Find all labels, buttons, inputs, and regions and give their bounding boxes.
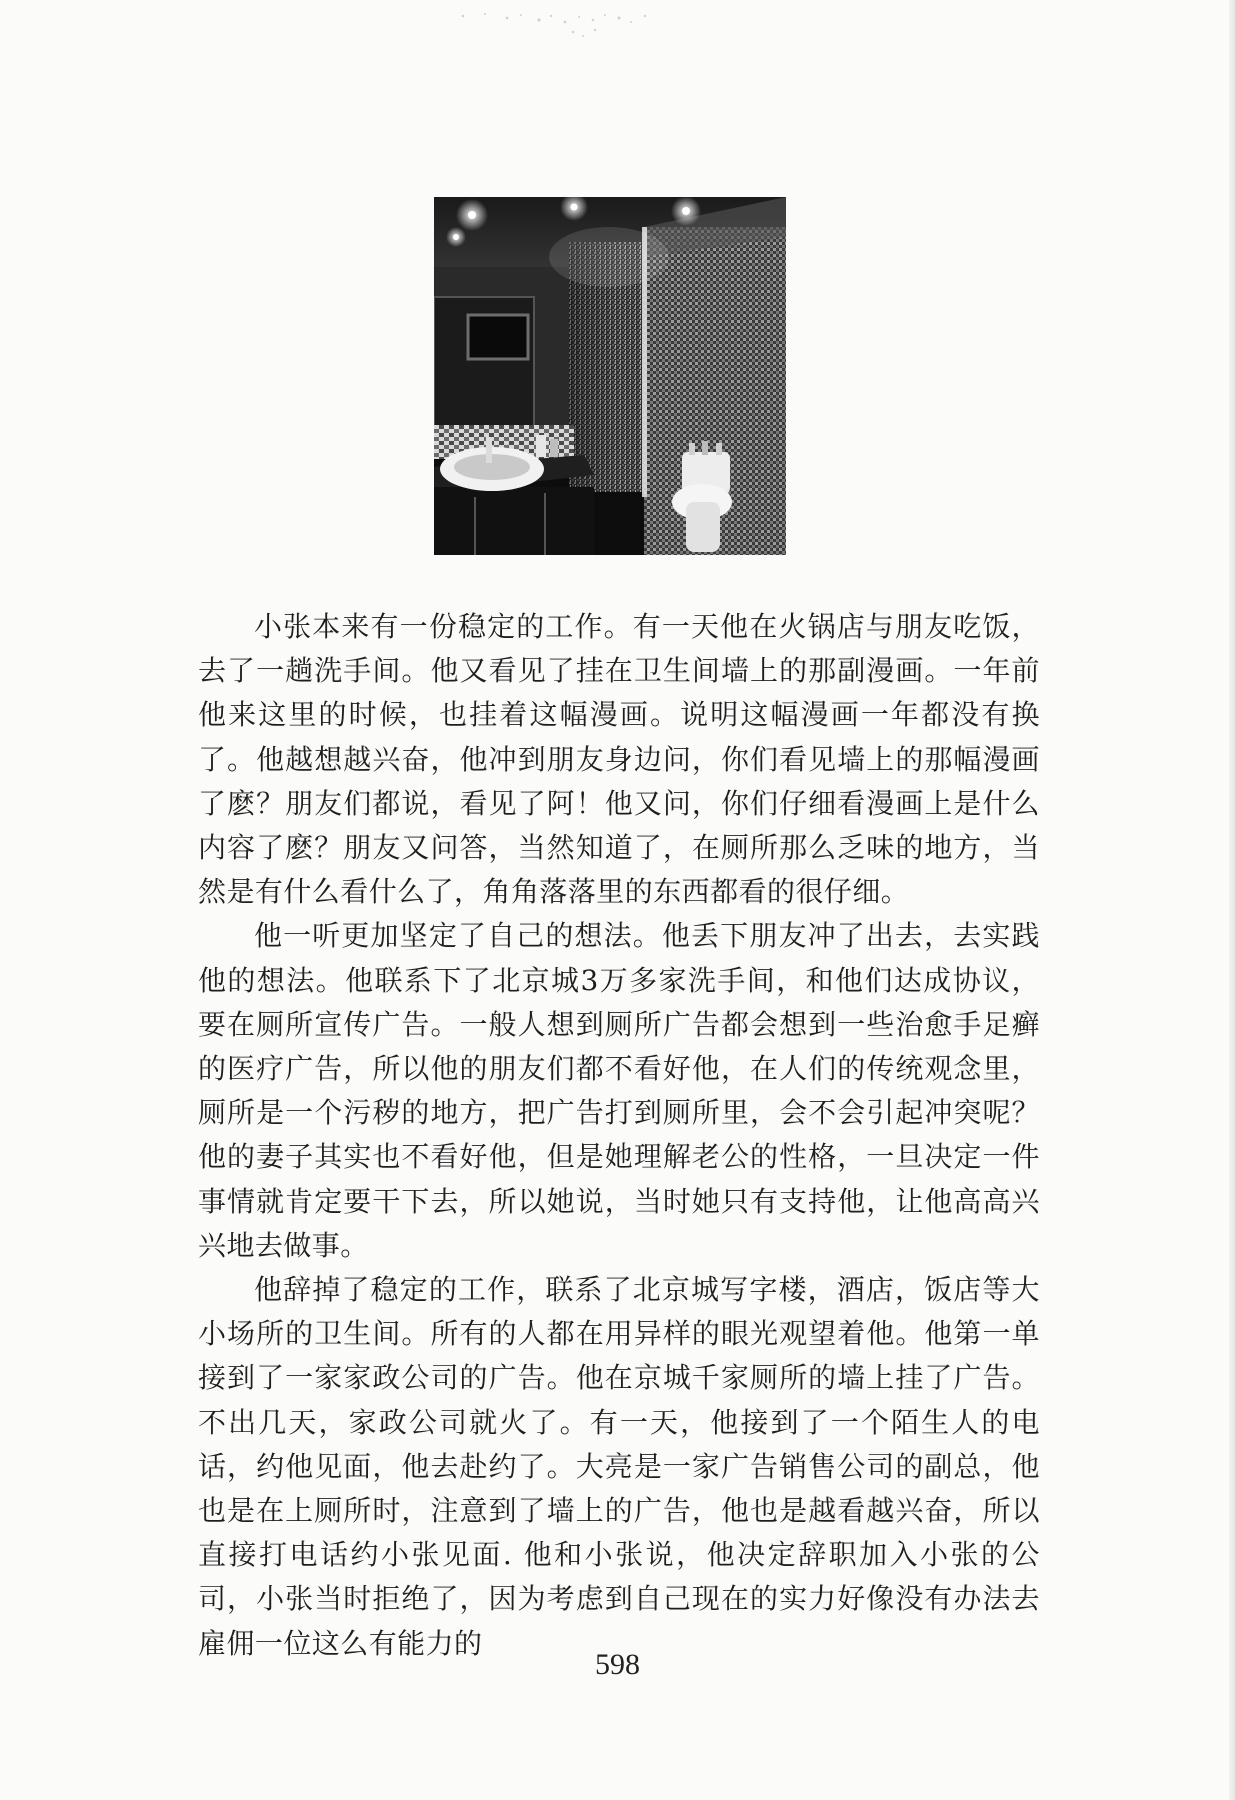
paragraph-2: 他一听更加坚定了自己的想法。他丢下朋友冲了出去，去实践他的想法。他联系下了北京城3万多家洗手间，和他们达成协议，要在厕所宣传广告。一般人想到厕所广告都会想到一些治愈手足癣的医疗广告，所以他的朋友们都不看好他，在人们的传统观念里，厕所是一个污秽的地方，把广告打到厕所里，会不会引起冲突呢？他的妻子其实也不看好他，但是她理解老公的性格，一旦决定一件事情就肯定要干下去，所以她说，当时她只有支持他，让他高高兴兴地去做事。 bbox=[198, 919, 1040, 1262]
paragraph-3: 他辞掉了稳定的工作，联系了北京城写字楼，酒店，饭店等大小场所的卫生间。所有的人都在用异样的眼光观望着他。他第一单接到了一家家政公司的广告。他在京城千家厕所的墙上挂了广告。不出几天，家政公司就火了。有一天，他接到了一个陌生人的电话，约他见面，他去赴约了。大亮是一家广告销售公司的副总，他也是在上厕所时，注意到了墙上的广告，他也是越看越兴奋，所以直接打电话约小张见面. 他和小张说，他决定辞职加入小张的公司，小张当时拒绝了，因为考虑到自己现在的实力好像没有办法去雇佣一位这么有能力的 bbox=[198, 1273, 1040, 1660]
page-number: 598 bbox=[595, 1648, 640, 1681]
paragraph-1: 小张本来有一份稳定的工作。有一天他在火锅店与朋友吃饭，去了一趟洗手间。他又看见了挂在卫生间墙上的那副漫画。一年前他来这里的时候，也挂着这幅漫画。说明这幅漫画一年都没有换了。他越想越兴奋，他冲到朋友身边问，你们看见墙上的那幅漫画了麽？朋友们都说，看见了阿！他又问，你们仔细看漫画上是什么内容了麽？朋友又问答，当然知道了，在厕所那么乏味的地方，当然是有什么看什么了，角角落落里的东西都看的很仔细。 bbox=[198, 610, 1040, 909]
body-text bbox=[198, 605, 1040, 1666]
bathroom-photo bbox=[434, 197, 786, 555]
page-edge-shadow bbox=[1229, 0, 1235, 1800]
scan-smudge bbox=[455, 6, 665, 40]
